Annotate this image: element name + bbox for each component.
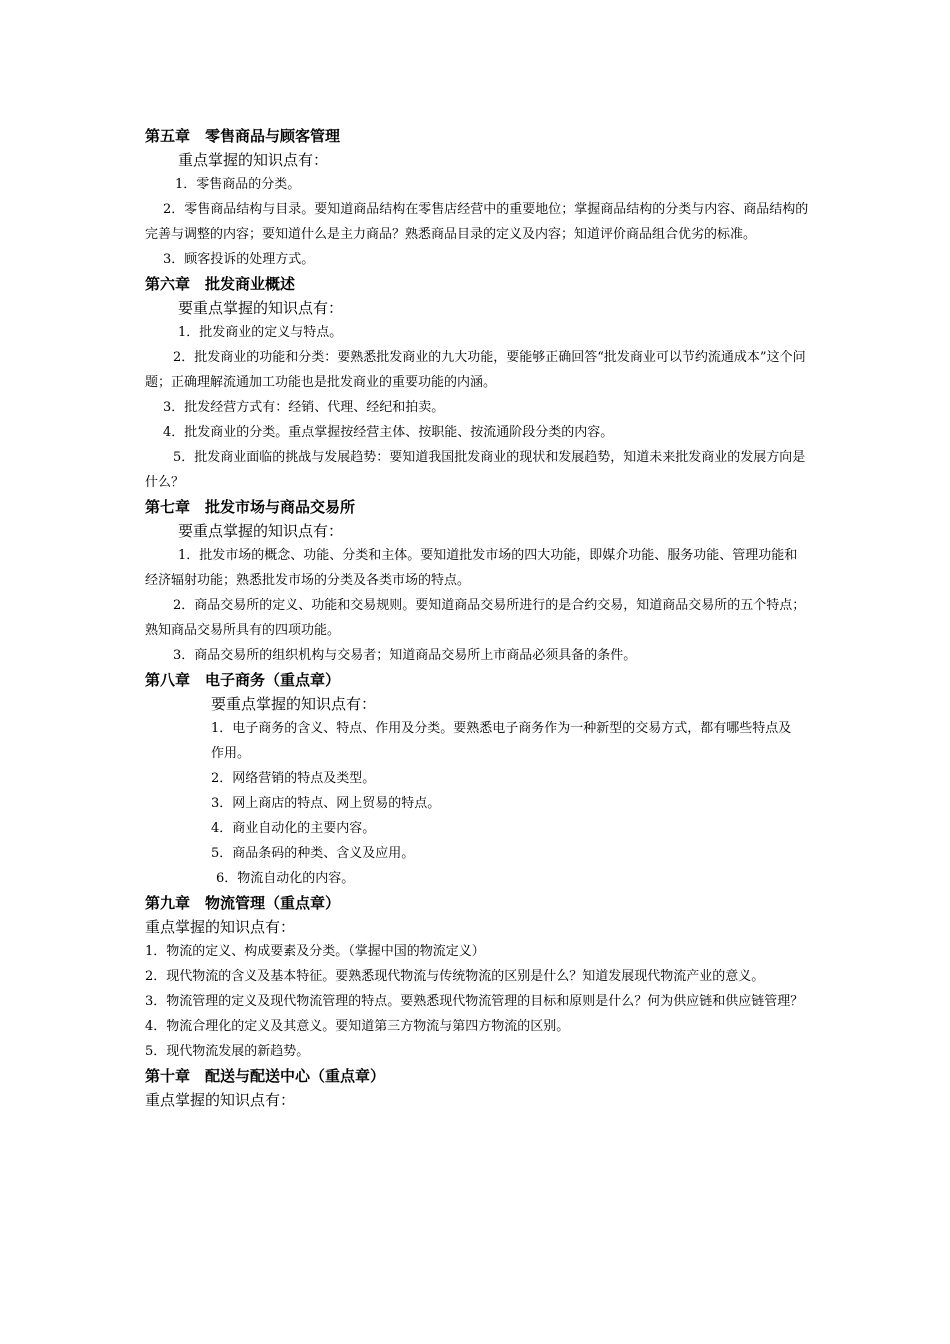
item-text: 网络营销的特点及类型。 xyxy=(232,771,376,786)
item-text: 物流的定义、构成要素及分类。（掌握中国的物流定义） xyxy=(166,944,485,959)
chapter-9-item-4 xyxy=(145,1014,810,1039)
item-text: 商品交易所的组织机构与交易者；知道商品交易所上市商品必须具备的条件。 xyxy=(194,648,637,663)
item-number: 4． xyxy=(145,1019,167,1034)
chapter-9-item-5 xyxy=(145,1039,810,1064)
item-number: 2． xyxy=(211,771,233,786)
item-number: 1． xyxy=(175,177,197,192)
item-number: 2． xyxy=(173,350,195,365)
item-text: 现代物流发展的新趋势。 xyxy=(166,1044,310,1059)
item-text: 电子商务的含义、特点、作用及分类。要熟悉电子商务作为一种新型的交易方式，都有哪些特点及作用。 xyxy=(211,721,792,761)
item-text: 商品条码的种类、含义及应用。 xyxy=(232,846,415,861)
item-number: 5． xyxy=(211,846,233,861)
chapter-6-item-2 xyxy=(145,345,810,395)
item-number: 3． xyxy=(211,796,233,811)
chapter-9-item-1 xyxy=(145,939,810,964)
item-number: 2． xyxy=(145,969,167,984)
chapter-10-title: 第十章 配送与配送中心（重点章） xyxy=(145,1067,386,1085)
item-text: 批发商业的功能和分类：要熟悉批发商业的九大功能，要能够正确回答“批发商业可以节约流通成本”这个问题；正确理解流通加工功能也是批发商业的重要功能的内涵。 xyxy=(145,350,806,390)
item-text: 物流合理化的定义及其意义。要知道第三方物流与第四方物流的区别。 xyxy=(166,1019,570,1034)
chapter-8-item-3 xyxy=(145,791,810,816)
chapter-7-item-1 xyxy=(145,543,810,593)
chapter-7-item-2 xyxy=(145,593,810,643)
item-number: 2． xyxy=(173,598,195,613)
chapter-10-intro: 重点掌握的知识点有： xyxy=(145,1091,296,1109)
chapter-6-item-1 xyxy=(145,320,810,345)
item-number: 6． xyxy=(216,871,238,886)
chapter-9-item-2 xyxy=(145,964,810,989)
item-text: 零售商品的分类。 xyxy=(196,177,301,192)
chapter-6-item-5 xyxy=(145,445,810,495)
chapter-8-item-6 xyxy=(145,866,810,891)
item-text: 批发经营方式有：经销、代理、经纪和拍卖。 xyxy=(184,400,445,415)
item-number: 2． xyxy=(163,202,185,217)
item-number: 5． xyxy=(145,1044,167,1059)
item-text: 批发商业面临的挑战与发展趋势：要知道我国批发商业的现状和发展趋势，知道未来批发商业的发展方向是什么？ xyxy=(145,450,806,490)
chapter-7-item-3 xyxy=(145,643,810,668)
chapter-5-intro: 重点掌握的知识点有： xyxy=(178,151,329,169)
item-number: 4． xyxy=(163,425,185,440)
chapter-8-item-4 xyxy=(145,816,810,841)
chapter-8-item-5 xyxy=(145,841,810,866)
chapter-7-intro: 要重点掌握的知识点有： xyxy=(178,522,344,540)
item-text: 批发市场的概念、功能、分类和主体。要知道批发市场的四大功能，即媒介功能、服务功能、管理功能和经济辐射功能；熟悉批发市场的分类及各类市场的特点。 xyxy=(145,548,798,588)
item-number: 5． xyxy=(173,450,195,465)
chapter-9-intro: 重点掌握的知识点有： xyxy=(145,918,296,936)
item-text: 物流管理的定义及现代物流管理的特点。要熟悉现代物流管理的目标和原则是什么？何为供应链和供应链管理？ xyxy=(166,994,804,1009)
item-number: 1． xyxy=(145,944,167,959)
item-text: 现代物流的含义及基本特征。要熟悉现代物流与传统物流的区别是什么？知道发展现代物流产业的意义。 xyxy=(166,969,765,984)
item-number: 1． xyxy=(211,721,233,736)
item-text: 网上商店的特点、网上贸易的特点。 xyxy=(232,796,441,811)
item-number: 3． xyxy=(173,648,195,663)
chapter-6-title: 第六章 批发商业概述 xyxy=(145,275,296,293)
chapter-7-title: 第七章 批发市场与商品交易所 xyxy=(145,498,356,516)
item-number: 3． xyxy=(163,252,185,267)
chapter-8-item-1 xyxy=(145,716,810,766)
item-text: 批发商业的定义与特点。 xyxy=(199,325,343,340)
item-number: 1． xyxy=(178,548,200,563)
chapter-6-item-4 xyxy=(145,420,810,445)
chapter-9-item-3 xyxy=(145,989,810,1014)
item-text: 商品交易所的定义、功能和交易规则。要知道商品交易所进行的是合约交易，知道商品交易所的五个特点；熟知商品交易所具有的四项功能。 xyxy=(145,598,806,638)
document-body xyxy=(145,124,810,1112)
item-number: 3． xyxy=(163,400,185,415)
chapter-6-item-3 xyxy=(145,395,810,420)
item-number: 3． xyxy=(145,994,167,1009)
chapter-8-title: 第八章 电子商务（重点章） xyxy=(145,671,341,689)
item-text: 商业自动化的主要内容。 xyxy=(232,821,376,836)
item-number: 4． xyxy=(211,821,233,836)
chapter-6-intro: 要重点掌握的知识点有： xyxy=(178,299,344,317)
chapter-8-intro: 要重点掌握的知识点有： xyxy=(211,695,377,713)
item-text: 批发商业的分类。重点掌握按经营主体、按职能、按流通阶段分类的内容。 xyxy=(184,425,614,440)
item-number: 1． xyxy=(178,325,200,340)
chapter-8-item-2 xyxy=(145,766,810,791)
chapter-5-item-2 xyxy=(145,197,810,247)
item-text: 零售商品结构与目录。要知道商品结构在零售店经营中的重要地位；掌握商品结构的分类与内容、商品结构的完善与调整的内容；要知道什么是主力商品？熟悉商品目录的定义及内容；知道评价商品组合优劣的标准。 xyxy=(145,202,809,242)
chapter-5-item-1 xyxy=(145,172,810,197)
chapter-9-title: 第九章 物流管理（重点章） xyxy=(145,894,341,912)
chapter-5-title: 第五章 零售商品与顾客管理 xyxy=(145,127,341,145)
chapter-5-item-3 xyxy=(145,247,810,272)
item-text: 物流自动化的内容。 xyxy=(237,871,355,886)
item-text: 顾客投诉的处理方式。 xyxy=(184,252,315,267)
